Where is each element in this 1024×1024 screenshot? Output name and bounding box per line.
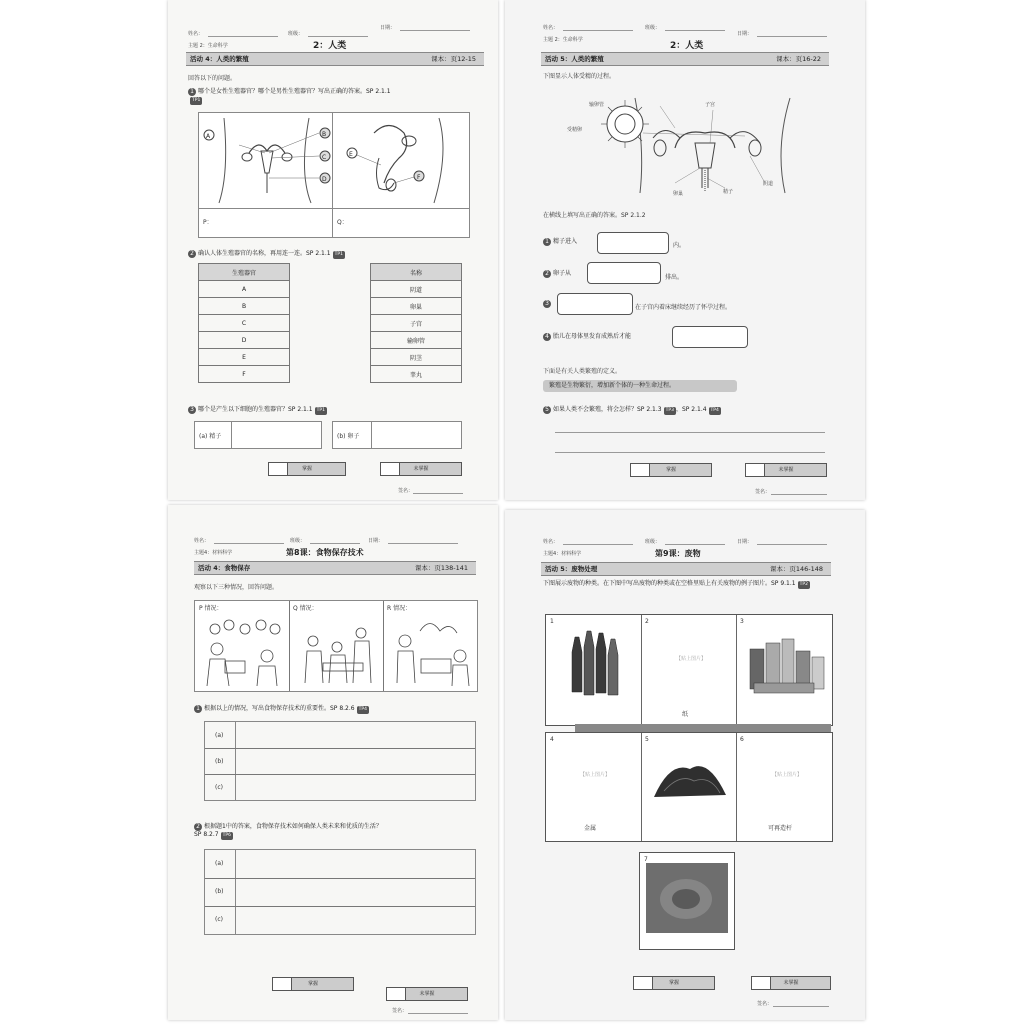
mastered-button[interactable] — [268, 462, 346, 476]
theme-label: 主题4：材料科学 — [194, 550, 233, 556]
answer-label: (a) 精子 — [199, 433, 222, 440]
fill-pre-text: 胎儿在母体里发育成熟后才能 — [553, 333, 632, 340]
activity-ref: 课本：页12-15 — [431, 55, 476, 63]
table-cell: A — [199, 281, 290, 298]
table-cell: 卵巢 — [371, 298, 462, 315]
waste-grid-cell-7 — [639, 852, 735, 950]
table-header: 生殖器官 — [199, 264, 290, 281]
diagram-label-ovary: 卵巢 — [673, 191, 684, 197]
row-label: (a) — [215, 860, 224, 867]
diagram-label-zygote: 受精卵 — [567, 127, 583, 133]
diagram-label-sperm: 精子 — [723, 189, 734, 195]
activity-name: 活动 5：废物处理 — [545, 565, 598, 573]
intro-text: 回答以下的问题。 — [188, 75, 237, 82]
row-label: (c) — [215, 916, 223, 923]
svg-text:D: D — [322, 176, 327, 183]
question-number: 5 — [543, 406, 551, 414]
question-number: 3 — [543, 300, 551, 308]
fill-pre-text: 卵子从 — [553, 270, 572, 277]
activity-bar — [541, 562, 831, 576]
question-number: 1 — [188, 88, 196, 96]
answer-line[interactable] — [555, 432, 825, 433]
cell-caption: 金属 — [584, 825, 597, 832]
activity-bar — [541, 52, 829, 66]
paste-image-placeholder: 【贴上图片】 — [579, 772, 610, 778]
tp-badge: TP3 — [665, 408, 674, 413]
plastic-bottles-icon — [746, 629, 826, 695]
answer-input-3[interactable] — [557, 293, 633, 315]
class-label: 班级： — [645, 25, 661, 31]
answer-input-4[interactable] — [672, 326, 748, 348]
waste-grid-row-1 — [545, 614, 833, 726]
svg-text:C: C — [322, 154, 327, 161]
question-text: 如果人类不会繁殖，将会怎样？SP 2.1.3 — [553, 406, 662, 413]
glass-bottles-icon — [566, 627, 626, 697]
question-number: 4 — [543, 333, 551, 341]
activity-bar — [186, 52, 484, 66]
tp-badge: TP1 — [192, 98, 201, 103]
activity-ref: 课本：页16-22 — [776, 55, 821, 63]
answer-label: (b) 卵子 — [337, 433, 360, 440]
row-label: (b) — [215, 758, 224, 765]
table-cell: F — [199, 366, 290, 383]
table-cell: B — [199, 298, 290, 315]
activity-name: 活动 4：食物保存 — [198, 564, 251, 572]
worksheet-page-food-preservation — [168, 505, 498, 1020]
answer-input-1[interactable] — [597, 232, 669, 254]
people-food-sketch — [195, 611, 477, 691]
situation-p-label: P 情况： — [199, 605, 223, 612]
name-label: 姓名： — [194, 538, 210, 544]
question-number: 1 — [194, 705, 202, 713]
signature-label: 签名： — [392, 1008, 408, 1014]
signature-label: 签名： — [755, 489, 771, 495]
intro-text: 观察以下三种情况，回答问题。 — [194, 584, 279, 591]
theme-label: 主题4：材料科学 — [543, 551, 582, 557]
theme-label: 主题 2：生命科学 — [188, 43, 228, 49]
diagram-label-vagina: 阴道 — [763, 181, 774, 187]
signature-label: 签名： — [757, 1001, 773, 1007]
fill-4 — [543, 333, 631, 341]
table-cell: D — [199, 332, 290, 349]
table-cell: C — [199, 315, 290, 332]
not-mastered-button[interactable] — [745, 463, 827, 477]
cell-caption: 纸 — [682, 711, 689, 718]
button-label: 掌握 — [668, 980, 679, 986]
chapter-title: 第8课：食物保存技术 — [286, 548, 364, 557]
button-label: 掌握 — [301, 466, 312, 472]
question-sp: SP 8.2.7 — [194, 831, 219, 838]
question-text: 确认人体生殖器官的名称，再用连一连。SP 2.1.1 — [198, 250, 331, 257]
button-label: 未掌握 — [783, 980, 799, 986]
class-label: 班级： — [290, 538, 306, 544]
question-number: 2 — [194, 823, 202, 831]
svg-text:B: B — [322, 131, 327, 138]
cell-number: 4 — [550, 736, 554, 743]
mastered-button[interactable] — [630, 463, 712, 477]
question-number: 2 — [543, 270, 551, 278]
cell-number: 6 — [740, 736, 744, 743]
waste-grid-row-2 — [545, 732, 833, 842]
cell-caption: 可再造杆 — [768, 825, 793, 832]
date-label: 日期： — [368, 538, 384, 544]
paste-image-placeholder: 【贴上图片】 — [675, 656, 706, 662]
fill-post-text: 排出。 — [665, 274, 684, 281]
fill-3 — [543, 300, 553, 308]
table-cell: 阴茎 — [371, 349, 462, 366]
answer-box-ovum[interactable] — [332, 421, 462, 449]
button-label: 掌握 — [307, 981, 318, 987]
question-text: 根据以上的情况，写出食物保存技术的重要性。SP 8.2.6 — [204, 705, 355, 712]
reproductive-organs-illustration — [199, 113, 469, 208]
not-mastered-button[interactable] — [751, 976, 831, 990]
name-label: 姓名： — [543, 539, 559, 545]
table-cell: 子宫 — [371, 315, 462, 332]
organ-letter-table — [198, 263, 290, 383]
button-label: 未掌握 — [419, 991, 435, 997]
worksheet-page-reproduction-2 — [505, 0, 865, 500]
definition-box: 繁殖是生物繁衍，增加新个体的一种生命过程。 — [543, 380, 737, 392]
answer-line[interactable] — [555, 452, 825, 453]
tp-badge: TP1 — [316, 408, 325, 413]
svg-text:E: E — [349, 151, 353, 158]
worksheet-page-waste — [505, 510, 865, 1020]
svg-text:A: A — [206, 133, 211, 140]
definition-intro: 下面是有关人类繁殖的定义。 — [543, 368, 622, 375]
activity-name: 活动 5：人类的繁殖 — [545, 55, 604, 63]
instruction-text: 下图展示废物的种类。在下图中写出废物的种类或在空格里贴上有关废物的例子图片。SP 9.1.1 — [543, 580, 796, 587]
waste-instructions — [543, 580, 833, 589]
table-header: 名称 — [371, 264, 462, 281]
question-2 — [194, 823, 484, 840]
class-label: 班级： — [288, 31, 304, 37]
situation-q-label: Q 情况： — [293, 605, 318, 612]
question-3 — [188, 406, 478, 415]
fill-post-text: 内。 — [673, 242, 686, 249]
fill-pre-text: 精子进入 — [553, 238, 578, 245]
question-text: 哪个是产生以下细胞的生殖器官？SP 2.1.1 — [198, 406, 313, 413]
instruction-text: 在横线上填写出正确的答案。SP 2.1.2 — [543, 212, 646, 219]
row-label: (b) — [215, 888, 224, 895]
answer-box-sperm[interactable] — [194, 421, 322, 449]
cell-number: 7 — [644, 856, 648, 863]
chapter-title: 2：人类 — [313, 41, 347, 51]
answer-table-q2 — [204, 849, 476, 935]
name-label: 姓名： — [543, 25, 559, 31]
question-2 — [188, 250, 478, 259]
activity-name: 活动 4：人类的繁殖 — [190, 55, 249, 63]
table-cell: 阴道 — [371, 281, 462, 298]
leaves-pile-icon — [650, 751, 730, 801]
diagram-label-uterus: 子宫 — [705, 102, 716, 108]
question-sp: ，SP 2.1.4 — [675, 406, 707, 413]
answer-q-label: Q： — [337, 219, 348, 226]
cell-number: 5 — [645, 736, 649, 743]
answer-p-label: P： — [203, 219, 213, 226]
question-text: 哪个是女性生殖器官？哪个是男性生殖器官？写出正确的答案。SP 2.1.1 — [198, 88, 391, 95]
tp-badge: TP4 — [358, 707, 367, 712]
question-number: 2 — [188, 250, 196, 258]
name-label: 姓名： — [188, 31, 204, 37]
tp-badge: TP1 — [334, 252, 343, 257]
table-cell: 睾丸 — [371, 366, 462, 383]
fill-post-text: 在子宫内着床继续经历了怀孕过程。 — [635, 304, 732, 311]
intro-text: 下图显示人体受精的过程。 — [543, 73, 616, 80]
fill-2 — [543, 270, 571, 278]
date-label: 日期： — [380, 25, 396, 31]
button-label: 掌握 — [665, 467, 676, 473]
tp-badge: TP4 — [710, 408, 719, 413]
situation-r-label: R 情况： — [387, 605, 412, 612]
cell-number: 3 — [740, 618, 744, 625]
question-text: 根据题1中的答案，食物保存技术如何确保人类未来和优质的生活？ — [204, 823, 382, 830]
situation-illustrations — [194, 600, 478, 692]
chapter-title: 第9课：废物 — [655, 549, 701, 558]
question-number: 1 — [543, 238, 551, 246]
activity-ref: 课本：页146-148 — [769, 565, 823, 573]
date-label: 日期： — [737, 539, 753, 545]
question-1 — [194, 705, 484, 714]
worksheet-page-reproduction-1 — [168, 0, 498, 500]
cell-number: 2 — [645, 618, 649, 625]
activity-ref: 课本：页138-141 — [414, 564, 468, 572]
question-1 — [188, 88, 478, 105]
answer-table-q1 — [204, 721, 476, 801]
chapter-title: 2：人类 — [670, 41, 704, 51]
cell-number: 1 — [550, 618, 554, 625]
row-label: (a) — [215, 732, 224, 739]
tp-badge: TP2 — [799, 582, 808, 587]
divider-band — [575, 724, 831, 732]
mastered-button[interactable] — [272, 977, 354, 991]
question-number: 3 — [188, 406, 196, 414]
activity-bar — [194, 561, 476, 575]
theme-label: 主题 2：生命科学 — [543, 37, 583, 43]
class-label: 班级： — [645, 539, 661, 545]
table-cell: E — [199, 349, 290, 366]
svg-text:F: F — [417, 174, 421, 181]
paste-image-placeholder: 【贴上图片】 — [771, 772, 802, 778]
row-label: (c) — [215, 784, 223, 791]
table-cell: 输卵管 — [371, 332, 462, 349]
question-5 — [543, 406, 843, 415]
not-mastered-button[interactable] — [386, 987, 468, 1001]
fill-1 — [543, 238, 577, 246]
answer-input-2[interactable] — [587, 262, 661, 284]
not-mastered-button[interactable] — [380, 462, 462, 476]
diagram-label-oviduct: 输卵管 — [589, 102, 605, 108]
compost-soil-icon — [646, 863, 728, 933]
date-label: 日期： — [737, 31, 753, 37]
organ-name-table — [370, 263, 462, 383]
signature-label: 签名： — [398, 488, 414, 494]
button-label: 未掌握 — [778, 467, 794, 473]
button-label: 未掌握 — [413, 466, 429, 472]
tp-badge: TP6 — [222, 833, 231, 838]
mastered-button[interactable] — [633, 976, 715, 990]
anatomy-diagram-box — [198, 112, 470, 238]
